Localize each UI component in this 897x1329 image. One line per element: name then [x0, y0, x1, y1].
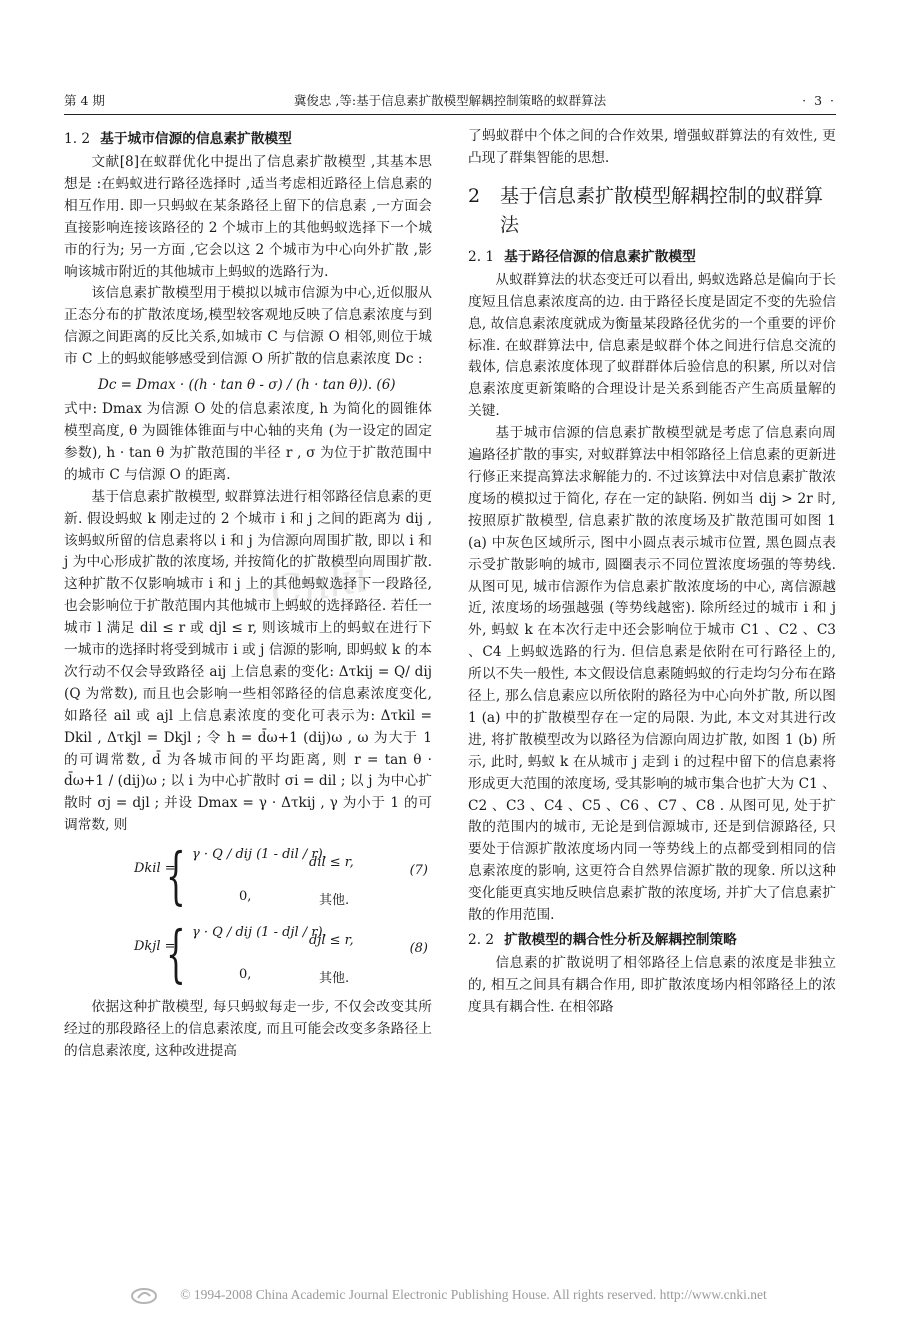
issue-number: 第 4 期: [64, 93, 105, 108]
equation-case-1: γ · Q / dij (1 - dil / r),: [192, 847, 327, 863]
equation-condition-2: 其他.: [319, 893, 350, 909]
page-number: · 3 ·: [802, 93, 836, 108]
paragraph: 式中: Dmax 为信源 O 处的信息素浓度, h 为简化的圆锥体模型高度, θ 为圆锥体锥面与中心轴的夹角 (为一设定的固定参数), h · tan θ 为扩散范围的半径 r , σ 为位于扩散范围中的城市 C 与信源 O 的距离.: [64, 401, 432, 483]
equation-lhs: Dkil =: [134, 861, 176, 877]
equation-condition-1: dil ≤ r,: [309, 855, 354, 871]
running-title: 冀俊忠 ,等:基于信息素扩散模型解耦控制策略的蚁群算法: [293, 93, 607, 108]
paragraph: 从蚁群算法的状态变迁可以看出, 蚂蚁选路总是偏向于长度短且信息素浓度高的边. 由于路径长度是固定不变的先验信息, 故信息素浓度就成为衡量某段路径优劣的一个重要的评价标准. 在蚁群算法中, 信息素是蚁群个体之间进行信息交流的载体, 信息素浓度体现了蚁群群体后验信息的积累, 所以对信息素浓度更新策略的合理设计是关系到能否产生高质量解的关键.: [468, 271, 836, 420]
equation-number: (7): [409, 863, 428, 879]
watermark-text: Cnki: [266, 551, 372, 618]
section-title: 扩散模型的耦合性分析及解耦控制策略: [504, 932, 737, 948]
copyright-footer: [0, 1287, 897, 1311]
running-header: [64, 90, 836, 112]
paragraph: 基于信息素扩散模型, 蚁群算法进行相邻路径信息素的更新. 假设蚂蚁 k 刚走过的 2 个城市 i 和 j 之间的距离为 dij , 该蚂蚁所留的信息素将以 i 和 j 为信源向周围扩散, 即以 i 和 j 为中心形成扩散的浓度场, 并按简化的扩散模型向周围扩散. 这种扩散不仅影响城市 i 和 j 上的其他蚂蚁选择下一段路径, 也会影响位于扩散范围内其他城市上蚂蚁的选择路径. 若任一城市 l 满足 dil ≤ r 或 djl ≤ r, 则该城市上的蚂蚁在进行下一城市的选择时将受到城市 i 或 j 信源的影响, 即蚂蚁 k 的本次行动不仅会导致路径 aij 上信息素的变化: Δτkij = Q/ dij (Q 为常数), 而且也会影响一些相邻路径的信息素浓度变化, 如路径 ail 或 ajl 上信息素浓度的变化可表示为: Δτkil = Dkil , Δτkjl = Dkjl ; 令 h = d̄ω+1 (dij)ω , ω 为大于 1 的可调常数, d̄ 为各城市间的平均距离, 则 r = tan θ · d̄ω+1 / (dij)ω ; 以 i 为中心扩散时 σi = dil ; 以 j 为中心扩散时 σj = djl ; 并设 Dmax = γ · Δτkij , γ 为小于 1 的可调常数, 则: [64, 488, 432, 834]
paragraph: 文献[8]在蚁群优化中提出了信息素扩散模型 ,其基本思想是 :在蚂蚁进行路径选择时 ,适当考虑相近路径上信息素的相互作用. 即一只蚂蚁在某条路径上留下的信息素 ,一方面会直接影响连接该路径的 2 个城市上的其他蚂蚁选择下一个城市的行为; 另一方面 ,它会以这 2 个城市为中心向外扩散 ,影响该城市附近的其他城市上蚂蚁的选路行为.: [64, 154, 432, 280]
footer-text: © 1994-2008 China Academic Journal Electronic Publishing House. All rights reserved. http://www.cnki.net: [180, 1287, 767, 1303]
paragraph: 信息素的扩散说明了相邻路径上信息素的浓度是非独立的, 相互之间具有耦合作用, 即扩散浓度场内相邻路径上的浓度具有耦合性. 在相邻路: [468, 955, 836, 1015]
section-2-1-heading: [468, 246, 836, 268]
section-title: 基于城市信源的信息素扩散模型: [100, 131, 292, 147]
equation-lhs: Dkjl =: [134, 939, 176, 955]
section-number: 2: [468, 184, 481, 207]
paragraph: 基于城市信源的信息素扩散模型就是考虑了信息素向周遍路径扩散的事实, 对蚁群算法中相邻路径上信息素的更新进行修正来提高算法求解能力的. 不过该算法中对信息素扩散浓度场的模拟过于简化, 存在一定的缺陷. 例如当 dij > 2r 时, 按照原扩散模型, 信息素扩散的浓度场及扩散范围可如图 1 (a) 中灰色区域所示, 图中小圆点表示城市位置, 黑色圆点表示受扩散影响的城市, 圆圈表示不同位置浓度场强的等势线. 从图可见, 城市信源作为信息素扩散浓度场的中心, 离信源越近, 浓度场的场强越强 (等势线越密). 除所经过的城市 i 和 j 外, 蚂蚁 k 在本次行走中还会影响位于城市 C1 、C2 、C3 、C4 上蚂蚁选路的行为. 但信息素是依附在可行路径上的, 所以不失一般性, 本文假设信息素随蚂蚁的行走均匀分布在路径上, 那么信息素应以所依附的路径为中心向外扩散, 所以图 1 (a) 中的扩散模型存在一定的局限. 为此, 本文对其进行改进, 将扩散模型改为以路径为信源向周边扩散, 如图 1 (b) 所示, 此时, 蚂蚁 k 在从城市 j 走到 i 的过程中留下的信息素将形成更大范围的浓度场, 受其影响的城市集合也扩大为 C1 、C2 、C3 、C4 、C5 、C6 、C7 、C8 . 从图可见, 处于扩散的范围内的城市, 无论是到信源城市, 还是到信源路径, 只要处于信源扩散浓度场内同一等势线上的点都受到相同的信息素浓度的影响, 这更符合自然界信源扩散的现象. 所以这种变化能更真实地反映信息素扩散的浓度场, 并扩大了信息素扩散的作用范围.: [468, 425, 836, 924]
left-column: [64, 126, 432, 1063]
equation-condition-1: djl ≤ r,: [309, 933, 354, 949]
equation-number: (8): [409, 941, 428, 957]
equation-case-2: 0,: [239, 967, 252, 983]
section-number: 1. 2: [64, 131, 91, 147]
equation-6: Dc = Dmax · ((h · tan θ - σ) / (h · tan θ)). (6): [98, 377, 396, 394]
header-rule: [64, 114, 836, 115]
section-1-2-heading: [64, 128, 432, 150]
equation-case-2: 0,: [239, 889, 252, 905]
section-title: 基于路径信源的信息素扩散模型: [504, 248, 696, 265]
paragraph: 了蚂蚁群中个体之间的合作效果, 增强蚁群算法的有效性, 更凸现了群集智能的思想.: [468, 128, 836, 166]
section-title: 基于信息素扩散模型解耦控制的蚁群算法: [500, 184, 824, 236]
equation-case-1: γ · Q / dij (1 - djl / r),: [192, 925, 327, 941]
right-column: [468, 126, 836, 1019]
equation-8: [64, 919, 432, 993]
section-2-2-heading: [468, 929, 836, 951]
cnki-logo-icon: [130, 1287, 158, 1305]
paragraph: 该信息素扩散模型用于模拟以城市信源为中心,近似服从正态分布的扩散浓度场,模型较客观地反映了信息素浓度与到信源之间距离的反比关系,如城市 C 与信源 O 相邻,则位于城市 C 上的蚂蚁能够感受到信源 O 所扩散的信息素浓度 Dc :: [64, 285, 432, 368]
section-number: 2. 2: [468, 932, 495, 948]
brace-symbol: {: [166, 917, 186, 991]
section-2-heading: [468, 182, 836, 240]
equation-condition-2: 其他.: [319, 971, 350, 987]
section-number: 2. 1: [468, 248, 495, 265]
equation-7: [64, 841, 432, 915]
paragraph: 依据这种扩散模型, 每只蚂蚁每走一步, 不仅会改变其所经过的那段路径上的信息素浓度, 而且可能会改变多条路径上的信息素浓度, 这种改进提高: [64, 999, 432, 1059]
brace-symbol: {: [166, 839, 186, 913]
